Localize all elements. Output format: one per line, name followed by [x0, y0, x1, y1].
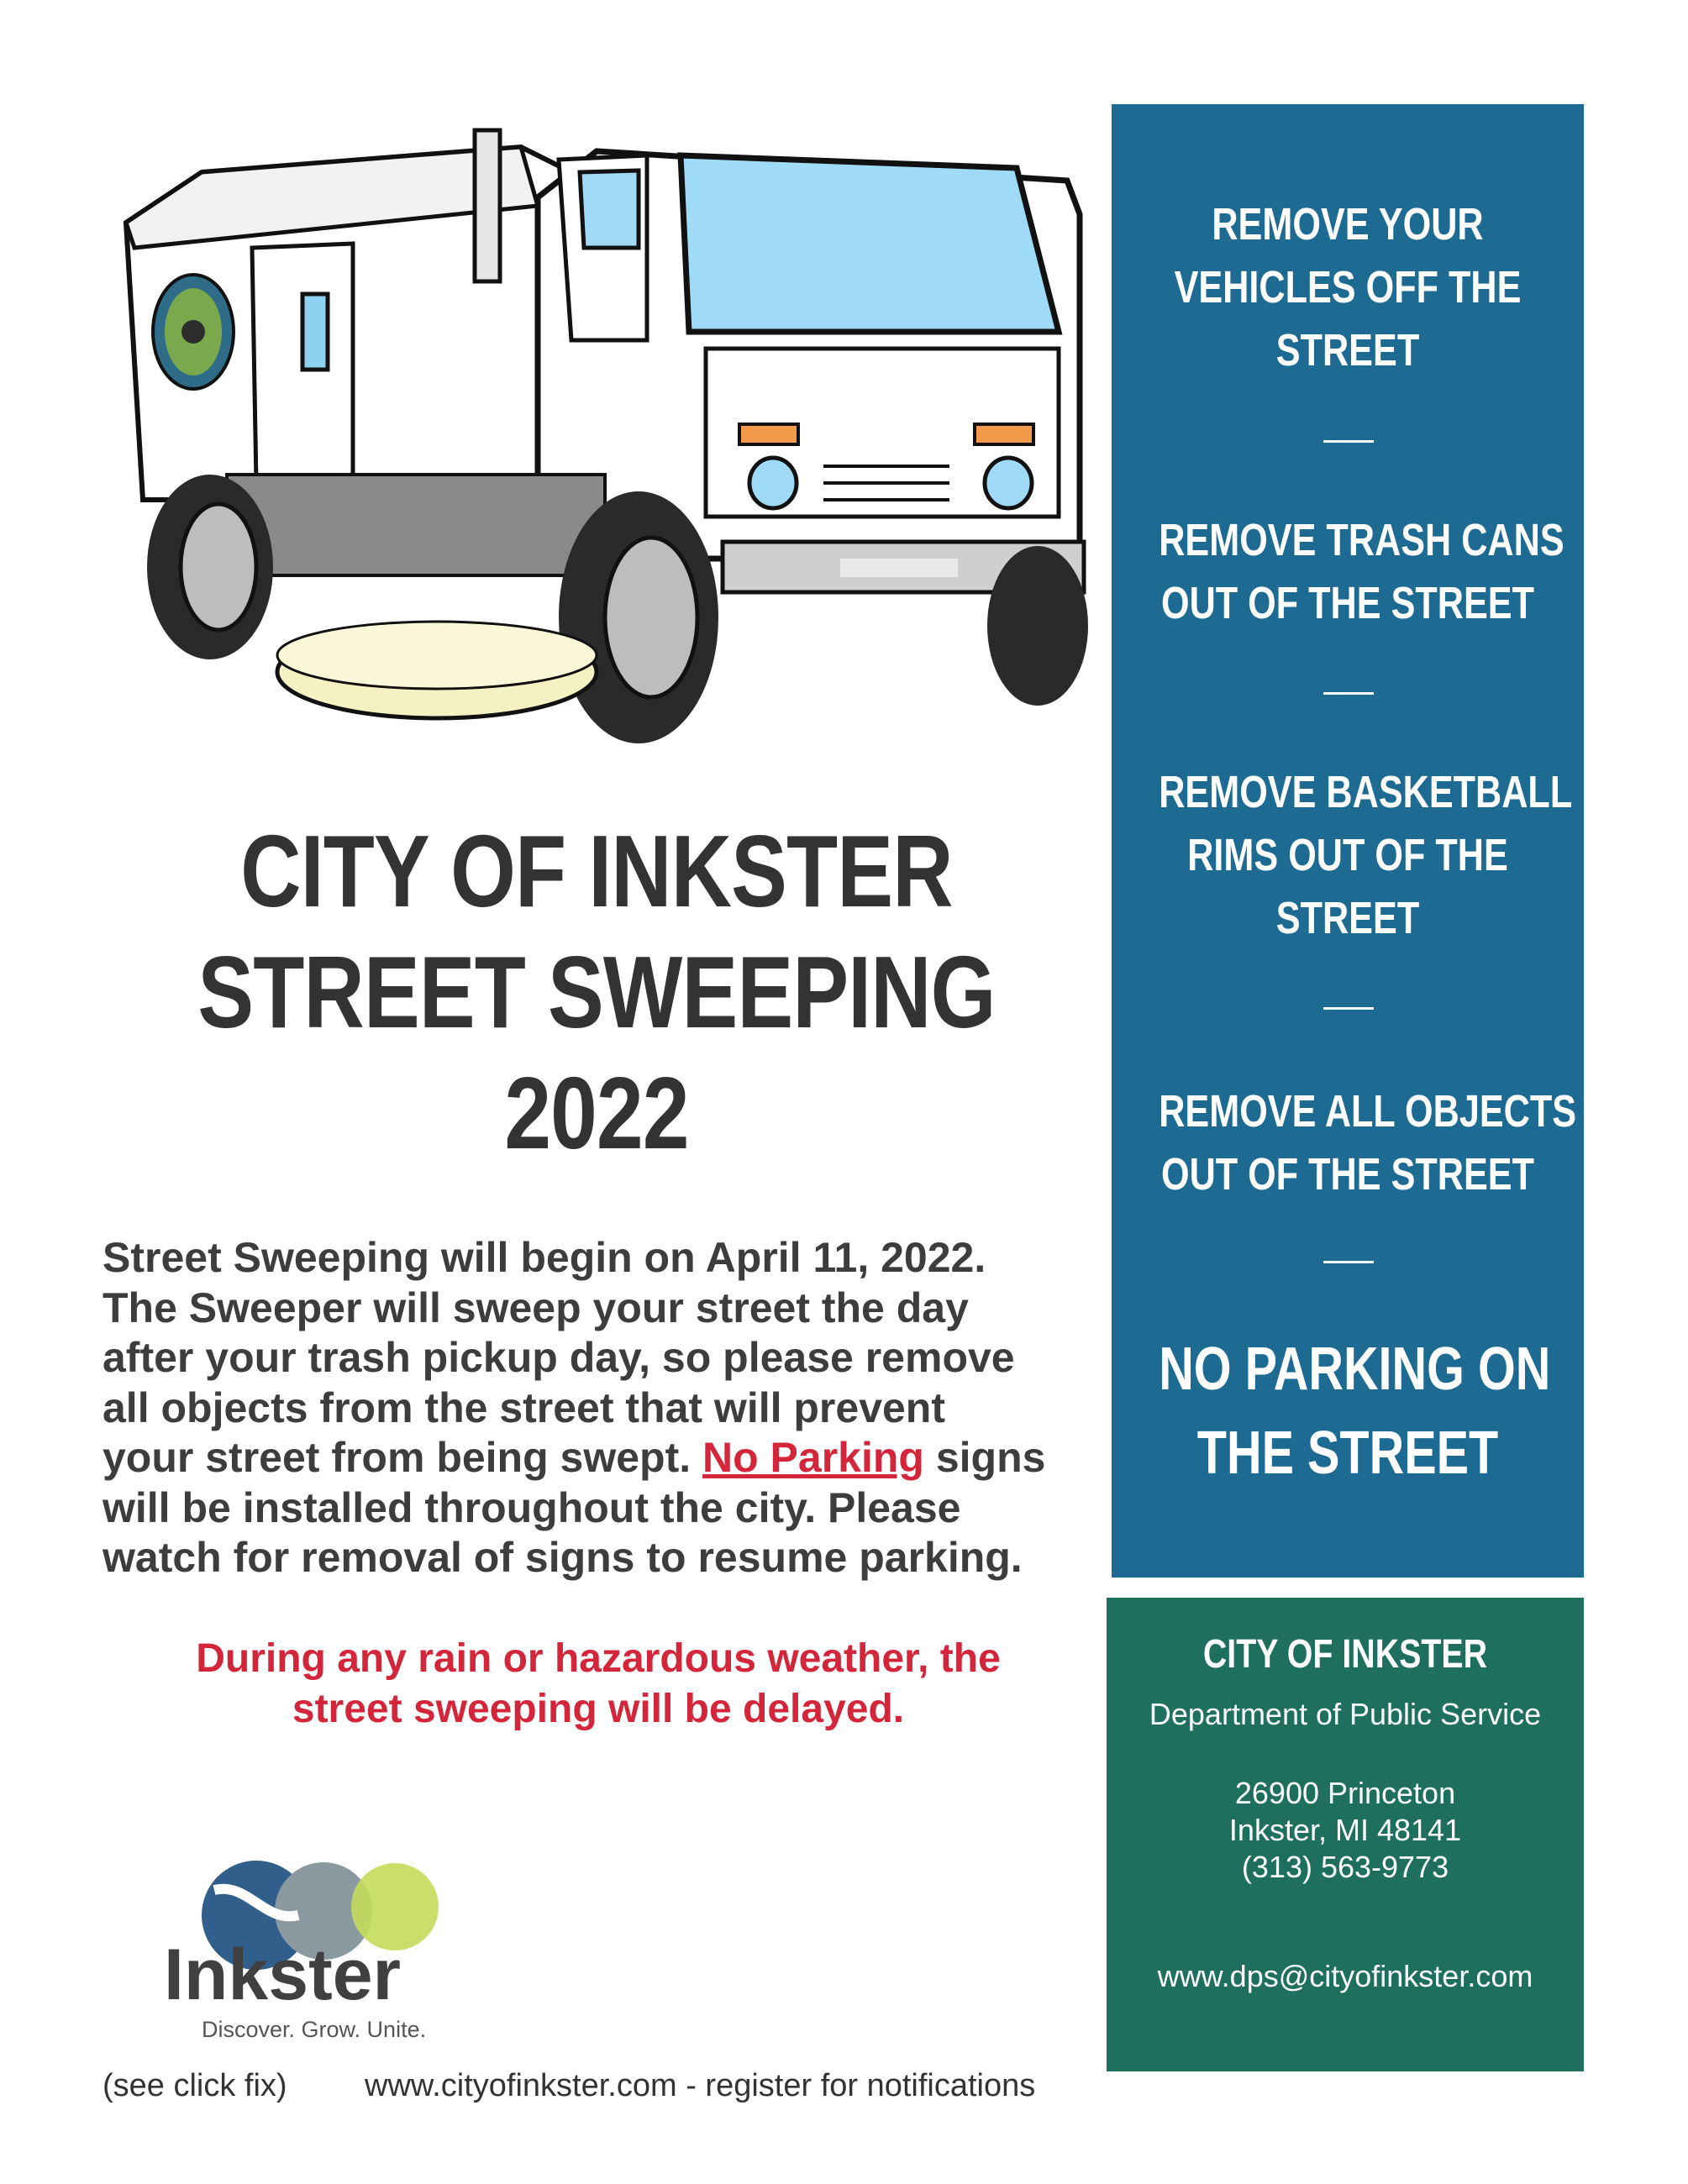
contact-email: www.dps@cityofinkster.com: [1157, 1959, 1533, 1993]
body-line-5-start: your street from being swept.: [103, 1434, 703, 1481]
page-title: [190, 811, 1003, 1173]
body-line-7: watch for removal of signs to resume parking.: [103, 1534, 1023, 1581]
title-line-3: 2022: [504, 1056, 689, 1170]
body-line-3: after your trash pickup day, so please remove: [103, 1334, 1015, 1381]
warning-line-2: street sweeping will be delayed.: [292, 1687, 905, 1731]
logo-tagline: Discover. Grow. Unite.: [202, 2017, 427, 2042]
instruction-3-line-1: REMOVE BASKETBALL: [1159, 767, 1573, 817]
instruction-remove-trash-cans: [1159, 509, 1564, 635]
contact-panel: [1107, 1598, 1584, 2071]
instruction-1-line-1: REMOVE YOUR: [1212, 199, 1484, 249]
no-parking-text: No Parking: [702, 1434, 924, 1481]
instruction-4-line-2: OUT OF THE STREET: [1160, 1149, 1534, 1200]
instruction-3-line-2: RIMS OUT OF THE: [1187, 830, 1508, 880]
instruction-1-line-3: STREET: [1275, 325, 1420, 375]
divider: [1323, 692, 1374, 695]
instruction-5-line-2: THE STREET: [1196, 1420, 1499, 1487]
body-line-6: will be installed throughout the city. Please: [103, 1483, 961, 1531]
city-seal-icon: [153, 275, 234, 389]
instruction-no-parking: [1159, 1327, 1551, 1495]
instruction-remove-all-objects: [1159, 1080, 1577, 1206]
instruction-remove-vehicles: [1159, 193, 1537, 382]
street-sweeper-illustration: [101, 122, 1092, 777]
body-line-5: [103, 1433, 1119, 1483]
body-line-5-end: signs: [923, 1434, 1046, 1481]
contact-phone: (313) 563-9773: [1241, 1850, 1449, 1884]
title-line-1: CITY OF INKSTER: [240, 814, 953, 928]
instruction-remove-basketball-rims: [1159, 761, 1573, 950]
divider: [1323, 440, 1374, 443]
footer-website: www.cityofinkster.com - register for notifications: [365, 2068, 1036, 2103]
instruction-4-line-1: REMOVE ALL OBJECTS: [1159, 1086, 1577, 1137]
announcement-text: [103, 1233, 1119, 1583]
weather-warning: [103, 1634, 1094, 1735]
contact-address-line-1: 26900 Princeton: [1234, 1776, 1456, 1810]
instruction-1-line-2: VEHICLES OFF THE: [1174, 262, 1522, 312]
contact-department: Department of Public Service: [1149, 1697, 1542, 1731]
footer-click-fix: (see click fix): [103, 2068, 287, 2103]
logo-wordmark: Inkster: [164, 1935, 402, 2015]
instruction-5-line-1: NO PARKING ON: [1159, 1336, 1551, 1403]
instruction-2-line-1: REMOVE TRASH CANS: [1159, 515, 1564, 565]
title-line-2: STREET SWEEPING: [197, 935, 996, 1049]
body-line-1: Street Sweeping will begin on April 11, 2022.: [103, 1234, 986, 1281]
divider: [1323, 1007, 1374, 1010]
warning-line-1: During any rain or hazardous weather, the: [196, 1636, 1001, 1681]
contact-title: CITY OF INKSTER: [1202, 1632, 1488, 1677]
divider: [1323, 1261, 1374, 1263]
instructions-panel: [1112, 104, 1584, 1578]
instruction-2-line-2: OUT OF THE STREET: [1160, 578, 1534, 628]
contact-address-line-2: Inkster, MI 48141: [1228, 1813, 1462, 1847]
body-line-4: all objects from the street that will prevent: [103, 1383, 946, 1431]
inkster-logo: [155, 1840, 525, 2045]
body-line-2: The Sweeper will sweep your street the day: [103, 1284, 969, 1331]
instruction-3-line-3: STREET: [1275, 893, 1420, 943]
